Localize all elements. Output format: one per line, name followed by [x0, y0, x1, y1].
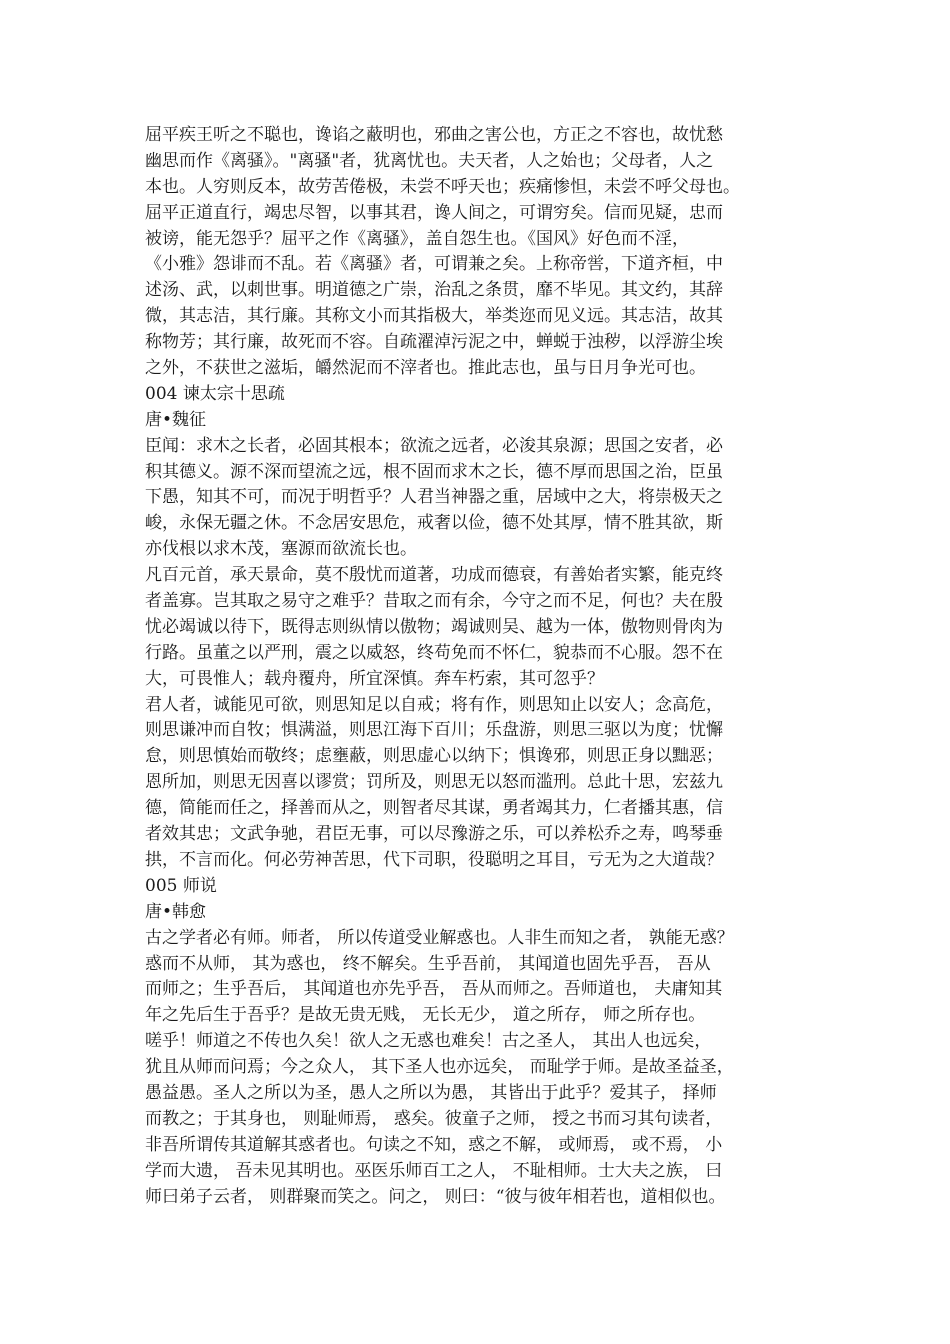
text-line: 德，简能而任之，择善而从之，则智者尽其谋，勇者竭其力，仁者播其惠，信: [145, 798, 723, 819]
section-title: 005 师说: [145, 875, 217, 896]
section-005: [145, 874, 811, 1211]
text-line: 本也。人穷则反本，故劳苦倦极，未尝不呼天也；疾痛惨怛，未尝不呼父母也。: [145, 176, 740, 197]
section-title: 004 谏太宗十思疏: [145, 383, 285, 404]
paragraph: [145, 926, 811, 1211]
text-line: 非吾所谓传其道解其惑者也。句读之不知，惑之不解， 或师焉， 或不焉， 小: [145, 1134, 723, 1155]
text-line: 大，可畏惟人；载舟覆舟，所宜深慎。奔车朽索，其可忽乎？: [145, 668, 604, 689]
paragraph: [145, 563, 811, 692]
text-line: 恩所加，则思无因喜以谬赏；罚所及，则思无以怒而滥刑。总此十思，宏兹九: [145, 772, 723, 793]
text-line: 亦伐根以求木茂，塞源而欲流长也。: [145, 539, 417, 560]
section-003-tail: [145, 123, 811, 382]
text-line: 下愚，知其不可，而况于明哲乎？人君当神器之重，居域中之大，将崇极天之: [145, 487, 723, 508]
text-line: 幽思而作《离骚》。"离骚"者，犹离忧也。夫天者，人之始也；父母者，人之: [145, 150, 714, 171]
text-line: 述汤、武，以刺世事。明道德之广崇，治乱之条贯，靡不毕见。其文约，其辞: [145, 280, 723, 301]
text-line: 惑而不从师， 其为惑也， 终不解矣。生乎吾前， 其闻道也固先乎吾， 吾从: [145, 953, 711, 974]
text-line: 被谤，能无怨乎？屈平之作《离骚》，盖自怨生也。《国风》好色而不淫，: [145, 228, 689, 249]
text-line: 之外，不获世之滋垢，皭然泥而不滓者也。推此志也，虽与日月争光可也。: [145, 358, 706, 379]
text-line: 者盖寡。岂其取之易守之难乎？昔取之而有余，今守之而不足，何也？夫在殷: [145, 591, 723, 612]
text-line: 积其德义。源不深而望流之远，根不固而求木之长，德不厚而思国之治，臣虽: [145, 461, 723, 482]
text-line: 《小雅》怨诽而不乱。若《离骚》者，可谓兼之矣。上称帝喾，下道齐桓，中: [145, 254, 723, 275]
text-line: 嗟乎！师道之不传也久矣！欲人之无惑也难矣！古之圣人， 其出人也远矣，: [145, 1031, 712, 1052]
text-line: 而师之；生乎吾后， 其闻道也亦先乎吾， 吾从而师之。吾师道也， 夫庸知其: [145, 979, 723, 1000]
text-line: 屈平正道直行，竭忠尽智，以事其君，谗人间之，可谓穷矣。信而见疑，忠而: [145, 202, 723, 223]
paragraph: [145, 693, 811, 874]
text-line: 屈平疾王听之不聪也，谗谄之蔽明也，邪曲之害公也，方正之不容也，故忧愁: [145, 125, 723, 145]
text-line: 君人者，诚能见可欲，则思知足以自戒；将有作，则思知止以安人；念高危，: [145, 694, 723, 715]
text-line: 峻，永保无疆之休。不念居安思危，戒奢以俭，德不处其厚，情不胜其欲，斯: [145, 513, 723, 534]
text-line: 凡百元首，承天景命，莫不殷忧而道著，功成而德衰，有善始者实繁，能克终: [145, 565, 723, 586]
text-line: 而教之；于其身也， 则耻师焉， 惑矣。彼童子之师， 授之书而习其句读者，: [145, 1108, 723, 1129]
text-line: 忧必竭诚以待下，既得志则纵情以傲物；竭诚则吴、越为一体，傲物则骨肉为: [145, 616, 723, 637]
text-line: 犹且从师而问焉；今之众人， 其下圣人也亦远矣， 而耻学于师。是故圣益圣，: [145, 1057, 734, 1078]
text-line: 古之学者必有师。师者， 所以传道受业解惑也。人非生而知之者， 孰能无惑？: [145, 927, 734, 948]
section-004: [145, 382, 811, 874]
text-line: 微，其志洁，其行廉。其称文小而其指极大，举类迩而见义远。其志洁，故其: [145, 306, 723, 327]
text-line: 怠，则思慎始而敬终；虑壅蔽，则思虚心以纳下；惧谗邪，则思正身以黜恶；: [145, 746, 723, 767]
text-line: 拱，不言而化。何必劳神苦思，代下司职，役聪明之耳目，亏无为之大道哉？: [145, 849, 723, 870]
text-line: 行路。虽董之以严刑，震之以威怒，终苟免而不怀仁，貌恭而不心服。怨不在: [145, 642, 723, 663]
text-line: 愚益愚。圣人之所以为圣，愚人之所以为愚， 其皆出于此乎？爱其子， 择师: [145, 1082, 717, 1103]
text-line: 师曰弟子云者， 则群聚而笑之。问之， 则曰：“彼与彼年相若也，道相似也。: [145, 1186, 726, 1207]
section-author: 唐•韩愈: [145, 901, 207, 922]
text-line: 年之先后生于吾乎？是故无贵无贱， 无长无少， 道之所存， 师之所存也。: [145, 1005, 706, 1026]
text-line: 学而大遗， 吾未见其明也。巫医乐师百工之人， 不耻相师。士大夫之族， 曰: [145, 1160, 723, 1181]
text-line: 者效其忠；文武争驰，君臣无事，可以尽豫游之乐，可以养松乔之寿，鸣琴垂: [145, 824, 723, 845]
paragraph: [145, 434, 811, 563]
document-page: [145, 123, 811, 1210]
section-author: 唐•魏征: [145, 409, 207, 430]
text-line: 臣闻：求木之长者，必固其根本；欲流之远者，必浚其泉源；思国之安者，必: [145, 435, 723, 456]
text-line: 称物芳；其行廉，故死而不容。自疏濯淖污泥之中，蝉蜕于浊秽，以浮游尘埃: [145, 332, 723, 353]
text-line: 则思谦冲而自牧；惧满溢，则思江海下百川；乐盘游，则思三驱以为度；忧懈: [145, 720, 723, 741]
